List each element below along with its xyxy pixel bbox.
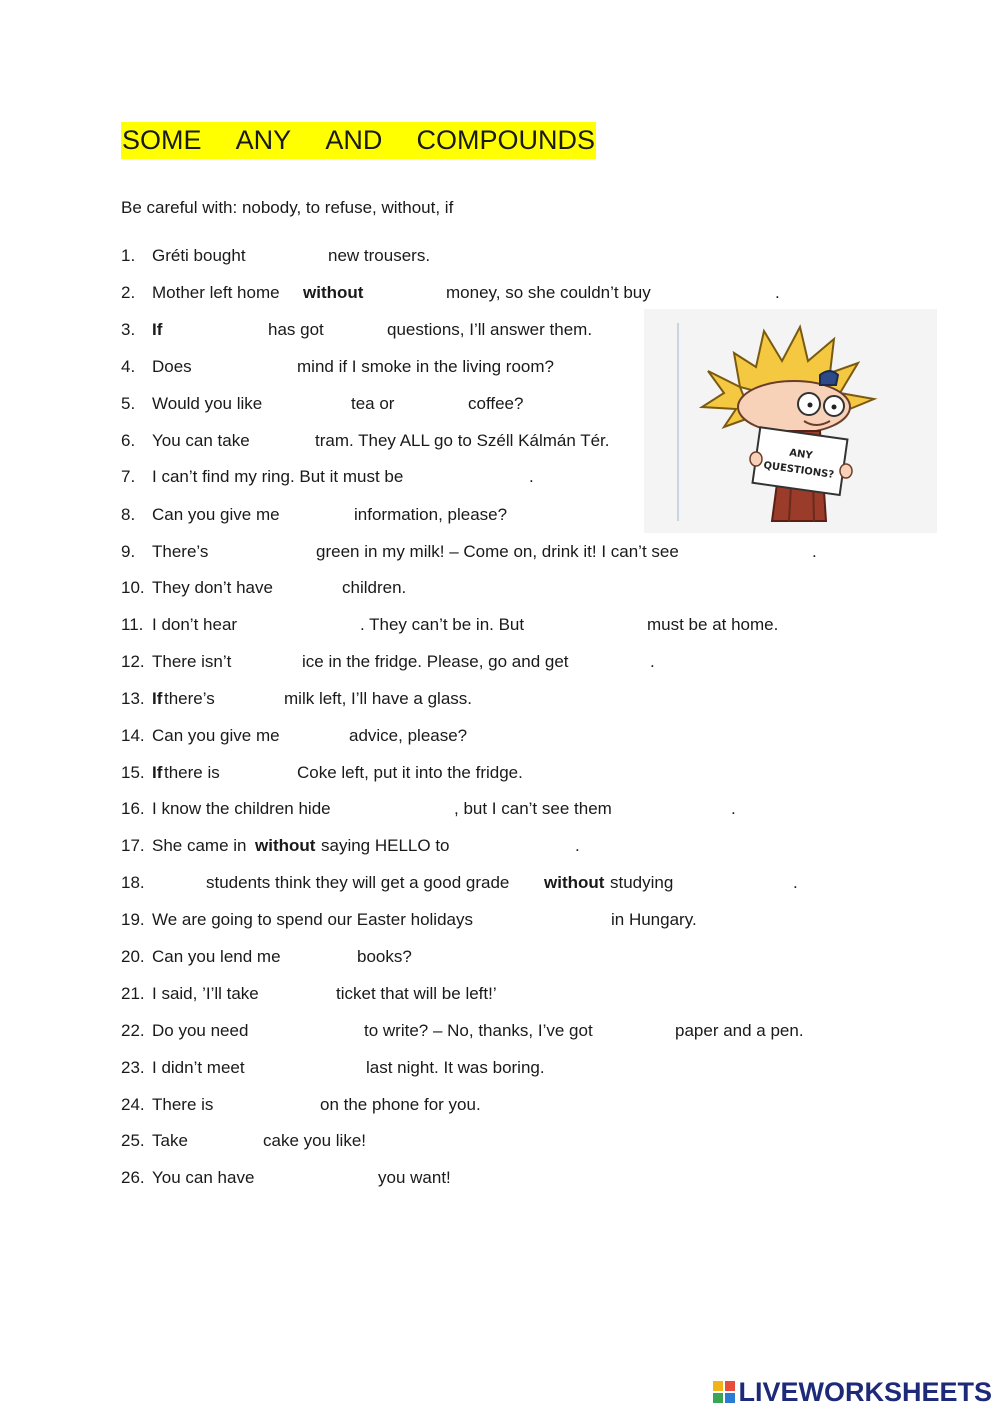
question-text: She came in (152, 836, 247, 855)
question-text: I don’t hear (152, 615, 238, 634)
question-text: last night. It was boring. (366, 1058, 545, 1077)
question-number: 18. (121, 873, 145, 892)
question-text: there’s (164, 689, 215, 708)
question-number: 23. (121, 1058, 145, 1077)
question-text: . (775, 283, 780, 302)
question-text: paper and a pen. (675, 1021, 804, 1040)
keyword-without: without (544, 873, 605, 892)
question-text: in Hungary. (611, 910, 697, 929)
question-text: ticket that will be left!’ (336, 984, 497, 1003)
question-number: 20. (121, 947, 145, 966)
title-word: ANY (235, 125, 292, 155)
title-word: SOME (122, 125, 202, 155)
question-text: Can you give me (152, 505, 280, 524)
question-text: There is (152, 1095, 214, 1114)
question-text: There’s (152, 542, 209, 561)
question-text: green in my milk! – Come on, drink it! I can’t see (316, 542, 679, 561)
question-text: . (650, 652, 655, 671)
question-text: money, so she couldn’t buy (446, 283, 651, 302)
question-number: 26. (121, 1168, 145, 1187)
question-text: Can you lend me (152, 947, 281, 966)
question-text: tram. They ALL go to Széll Kálmán Tér. (315, 431, 610, 450)
question-text: books? (357, 947, 412, 966)
question-number: 16. (121, 799, 145, 818)
question-text: on the phone for you. (320, 1095, 481, 1114)
question-text: , but I can’t see them (454, 799, 612, 818)
question-number: 19. (121, 910, 145, 929)
question-text: to write? – No, thanks, I’ve got (364, 1021, 593, 1040)
question-text: tea or (351, 394, 395, 413)
question-number: 1. (121, 246, 136, 265)
question-text: . (731, 799, 736, 818)
question-text: milk left, I’ll have a glass. (284, 689, 473, 708)
question-text: I didn’t meet (152, 1058, 245, 1077)
question-text: Can you give me (152, 726, 280, 745)
question-number: 15. (121, 763, 145, 782)
question-number: 11. (121, 615, 144, 634)
question-text: has got (268, 320, 324, 339)
question-number: 6. (121, 431, 136, 450)
question-number: 3. (121, 320, 136, 339)
question-text: cake you like! (263, 1131, 366, 1150)
question-text: I can’t find my ring. But it must be (152, 467, 404, 486)
question-number: 14. (121, 726, 145, 745)
keyword-if: If (152, 320, 163, 339)
question-text: must be at home. (647, 615, 779, 634)
sign-text-line2: QUESTIONS? (762, 460, 835, 481)
question-text: . (812, 542, 817, 561)
question-text: . (529, 467, 534, 486)
title-word: AND (325, 125, 383, 155)
question-text: advice, please? (349, 726, 468, 745)
question-text: ice in the fridge. Please, go and get (302, 652, 569, 671)
keyword-if: If (152, 763, 163, 782)
question-number: 10. (121, 578, 145, 597)
question-number: 13. (121, 689, 145, 708)
question-text: new trousers. (328, 246, 431, 265)
question-text: There isn’t (152, 652, 232, 671)
question-number: 12. (121, 652, 145, 671)
question-text: information, please? (354, 505, 508, 524)
question-number: 5. (121, 394, 136, 413)
question-text: you want! (378, 1168, 451, 1187)
sign-text-line1: ANY (788, 447, 814, 462)
question-number: 2. (121, 283, 136, 302)
question-text: Do you need (152, 1021, 249, 1040)
question-text: I know the children hide (152, 799, 331, 818)
liveworksheets-logo-icon (712, 1380, 736, 1404)
question-number: 8. (121, 505, 136, 524)
question-text: coffee? (468, 394, 524, 413)
question-number: 25. (121, 1131, 145, 1150)
question-text: questions, I’ll answer them. (387, 320, 593, 339)
question-number: 9. (121, 542, 136, 561)
question-text: students think they will get a good grade (206, 873, 510, 892)
question-text: We are going to spend our Easter holidays (152, 910, 473, 929)
question-text: You can have (152, 1168, 255, 1187)
question-text: Would you like (152, 394, 263, 413)
question-text: Mother left home (152, 283, 280, 302)
question-text: studying (610, 873, 674, 892)
question-text: Coke left, put it into the fridge. (297, 763, 523, 782)
question-number: 17. (121, 836, 145, 855)
question-text: You can take (152, 431, 250, 450)
question-number: 7. (121, 467, 136, 486)
question-number: 21. (121, 984, 145, 1003)
question-text: mind if I smoke in the living room? (297, 357, 554, 376)
question-number: 22. (121, 1021, 145, 1040)
worksheet-title (121, 122, 596, 159)
cartoon-illustration (644, 309, 937, 533)
liveworksheets-brand[interactable] (712, 1377, 992, 1407)
question-text: . (575, 836, 580, 855)
question-text: children. (342, 578, 407, 597)
question-text: . They can’t be in. But (360, 615, 525, 634)
instructions: Be careful with: nobody, to refuse, without, if (121, 198, 454, 217)
title-word: COMPOUNDS (416, 125, 595, 155)
question-text: I said, ’I’ll take (152, 984, 259, 1003)
question-number: 4. (121, 357, 136, 376)
question-text: Take (152, 1131, 188, 1150)
question-text: there is (164, 763, 220, 782)
keyword-if: If (152, 689, 163, 708)
question-text: Does (152, 357, 192, 376)
brand-text: LIVEWORKSHEETS (738, 1376, 992, 1407)
question-number: 24. (121, 1095, 145, 1114)
question-text: . (793, 873, 798, 892)
question-text: Gréti bought (152, 246, 246, 265)
cartoon-boy-holding-sign (644, 309, 937, 533)
question-text: They don’t have (152, 578, 273, 597)
question-text: saying HELLO to (321, 836, 450, 855)
keyword-without: without (255, 836, 316, 855)
keyword-without: without (303, 283, 364, 302)
